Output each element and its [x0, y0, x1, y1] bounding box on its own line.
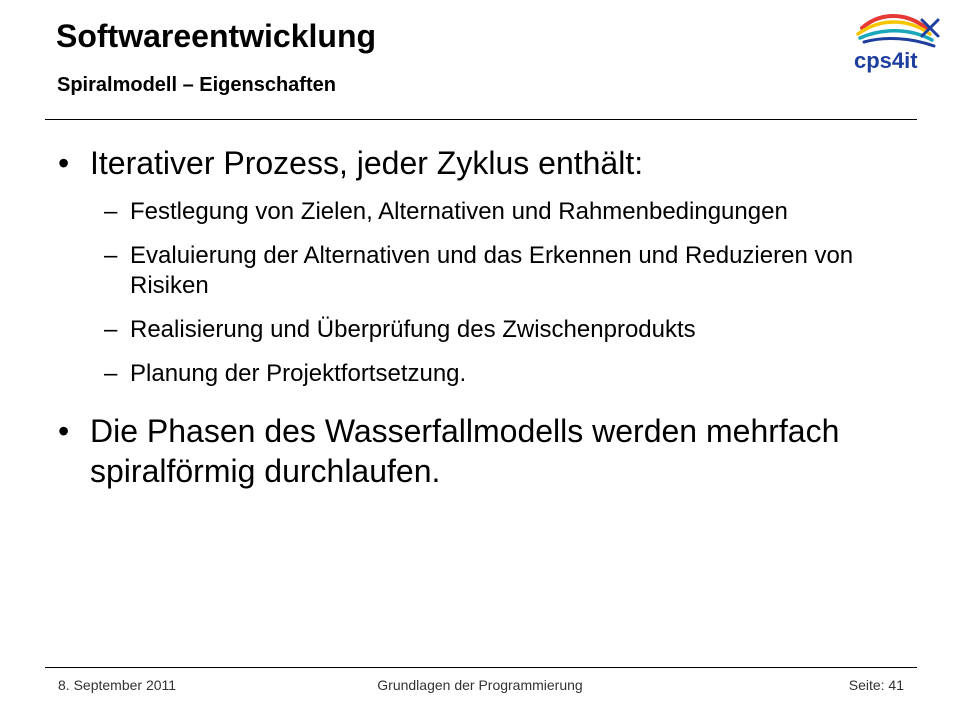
bullet-waterfall-phases: • Die Phasen des Wasserfallmodells werden mehrfach spiralförmig durchlaufen. — [52, 411, 912, 491]
footer-page-number: Seite: 41 — [848, 677, 904, 693]
logo-text: cps4it — [854, 48, 918, 73]
subitem-planning: – Planung der Projektfortsetzung. — [52, 359, 912, 389]
footer-divider — [45, 667, 917, 668]
slide-subtitle: Spiralmodell – Eigenschaften — [57, 74, 336, 96]
header-divider — [45, 119, 917, 120]
subitem-risks: – Evaluierung der Alternativen und das Erkennen und Reduzieren von Risiken — [52, 241, 912, 301]
footer-course-title: Grundlagen der Programmierung — [377, 677, 583, 693]
cycle-steps-list — [52, 197, 912, 389]
subitem-goals: – Festlegung von Zielen, Alternativen und Rahmenbedingungen — [52, 197, 912, 227]
slide-title: Softwareentwicklung — [56, 18, 377, 54]
bullet-iterative-process: • Iterativer Prozess, jeder Zyklus enthält: — [52, 143, 912, 183]
slide-content — [52, 143, 912, 505]
footer-date: 8. September 2011 — [58, 677, 177, 693]
cps4it-logo — [850, 14, 942, 74]
subitem-realization: – Realisierung und Überprüfung des Zwischenprodukts — [52, 315, 912, 345]
